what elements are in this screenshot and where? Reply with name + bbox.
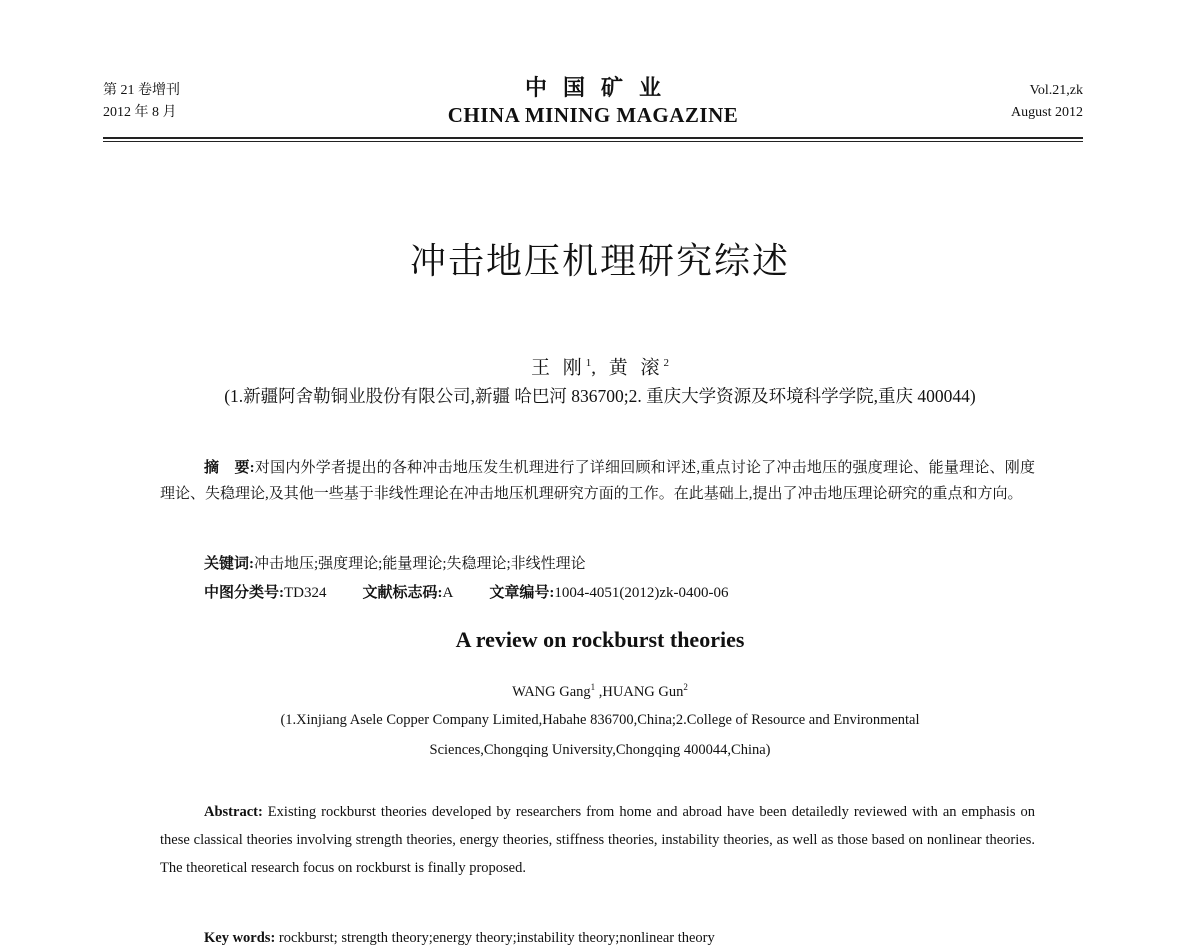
- issue-info-en: [1011, 80, 1083, 124]
- author-huang-affil-mark: 2: [663, 357, 670, 369]
- date-en: August 2012: [1011, 105, 1083, 120]
- authors-cn: [0, 350, 1200, 381]
- clc-value: TD324: [284, 585, 327, 601]
- affiliation-en-line1: (1.Xinjiang Asele Copper Company Limited,Habahe 836700,China;2.College of Resource and Environmental: [280, 712, 920, 728]
- doc-code-value: A: [442, 585, 454, 601]
- keywords-en: [204, 926, 715, 950]
- journal-name-cn: 中国矿业: [524, 75, 677, 100]
- header-rule-thick: [103, 137, 1083, 139]
- affiliation-en: [0, 705, 1200, 765]
- abstract-text-cn: 对国内外学者提出的各种冲击地压发生机理进行了详细回顾和评述,重点讨论了冲击地压的强度理论、能量理论、刚度理论、失稳理论,及其他一些基于非线性理论在冲击地压机理研究方面的工作。在此基础上,提出了冲击地压理论研究的重点和方向。: [160, 460, 1035, 502]
- abstract-text-en: Existing rockburst theories developed by researchers from home and abroad have been detailedly reviewed with an emphasis on these classical theories involving strength theories, energy theories, stiffness theories, instability theories, as well as those based on nonlinear theories. The theoretical research focus on rockburst is finally proposed.: [160, 804, 1035, 876]
- doc-code-label: 文献标志码:: [362, 585, 443, 601]
- keywords-text-cn: 冲击地压;强度理论;能量理论;失稳理论;非线性理论: [254, 556, 586, 572]
- author-huang-en-affil-mark: 2: [683, 682, 688, 692]
- article-no-value: 1004-4051(2012)zk-0400-06: [554, 585, 729, 601]
- paper-title-cn: 冲击地压机理研究综述: [409, 241, 790, 281]
- journal-name-en: CHINA MINING MAGAZINE: [447, 103, 739, 127]
- classification-line: [204, 580, 728, 606]
- keywords-text-en: rockburst; strength theory;energy theory;instability theory;nonlinear theory: [275, 930, 715, 946]
- clc-label: 中图分类号:: [204, 585, 284, 601]
- author-huang-en: ,HUANG Gun: [598, 683, 684, 700]
- volume-en: Vol.21,zk: [1029, 83, 1083, 98]
- volume-cn: 第 21 卷增刊: [103, 83, 180, 98]
- journal-header: [103, 74, 1083, 134]
- author-wang-affil-mark: 1: [585, 357, 592, 369]
- author-separator: ,: [591, 357, 609, 379]
- abstract-label-en: Abstract:: [204, 804, 263, 820]
- authors-en: [0, 676, 1200, 703]
- affiliation-cn: (1.新疆阿舍勒铜业股份有限公司,新疆 哈巴河 836700;2. 重庆大学资源及环境科学学院,重庆 400044): [224, 386, 976, 406]
- affiliation-en-line2: Sciences,Chongqing University,Chongqing 400044,China): [429, 742, 771, 758]
- article-no-label: 文章编号:: [489, 585, 555, 601]
- author-wang-en-affil-mark: 1: [590, 682, 596, 692]
- abstract-en: [160, 798, 1035, 882]
- keywords-label-cn: 关键词:: [204, 556, 254, 572]
- abstract-cn: [160, 455, 1035, 507]
- paper-title-en: A review on rockburst theories: [455, 627, 745, 652]
- abstract-label-cn: 摘 要:: [204, 460, 255, 476]
- author-huang-cn: 黄 滚: [608, 357, 664, 379]
- keywords-cn: [204, 551, 586, 577]
- date-cn: 2012 年 8 月: [103, 105, 177, 120]
- keywords-label-en: Key words:: [204, 930, 276, 946]
- journal-name: [103, 74, 1083, 128]
- author-wang-en: WANG Gang: [512, 683, 591, 700]
- header-rule-thin: [103, 141, 1083, 142]
- author-wang-cn: 王 刚: [530, 357, 586, 379]
